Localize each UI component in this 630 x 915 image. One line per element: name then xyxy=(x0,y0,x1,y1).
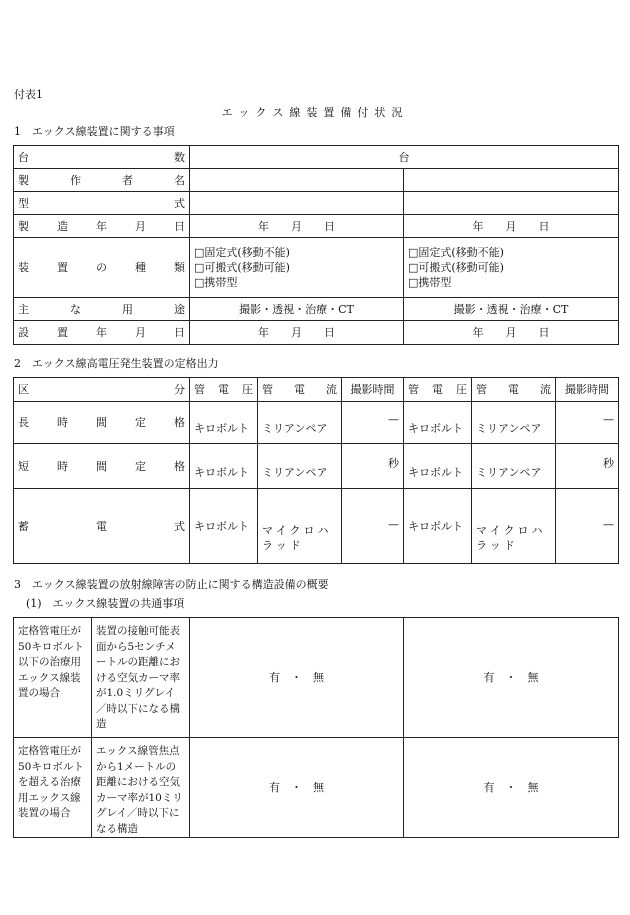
header-category: 区分 xyxy=(14,378,190,402)
section3-table xyxy=(13,617,619,838)
short-current-2: ミリアンペア xyxy=(472,444,556,489)
install-date-2: 年 月 日 xyxy=(404,321,619,345)
section3-heading: 3 エックス線装置の放射線障害の防止に関する構造設備の概要 xyxy=(14,578,329,591)
option-portable: □可搬式(移動可能) xyxy=(408,261,504,274)
requirement-below-50kv: 装置の接触可能表面から5センチメートルの距離における空気カーマ率が1.0ミリグレイ／時以下になる構造 xyxy=(92,618,190,738)
row-capacitor-label: 蓄電式 xyxy=(14,489,190,564)
short-voltage-2: キロボルト xyxy=(404,444,472,489)
header-voltage-1: 管電圧 xyxy=(190,378,258,402)
section3-subheading: (1) エックス線装置の共通事項 xyxy=(26,597,185,610)
label-count: 台数 xyxy=(14,146,190,169)
label-main-use: 主な用途 xyxy=(14,298,190,321)
long-time-1: — xyxy=(342,402,404,444)
option-handheld: □携帯型 xyxy=(408,276,452,289)
header-voltage-2: 管電圧 xyxy=(404,378,472,402)
answer-below-50kv-1: 有 ・ 無 xyxy=(190,618,404,738)
manufacturer-2 xyxy=(404,169,619,192)
requirement-above-50kv: エックス線管焦点から1メートルの距離における空気カーマ率が10ミリグレイ／時以下になる構造 xyxy=(92,738,190,838)
condition-below-50kv: 定格管電圧が50キロボルト以下の治療用エックス線装置の場合 xyxy=(14,618,92,738)
main-use-1: 撮影・透視・治療・CT xyxy=(190,298,404,321)
option-portable: □可搬式(移動可能) xyxy=(194,261,290,274)
row-long-label: 長時間定格 xyxy=(14,402,190,444)
long-time-2: — xyxy=(556,402,619,444)
short-current-1: ミリアンペア xyxy=(258,444,342,489)
count-value: 台 xyxy=(190,146,619,169)
cap-current-2: マイクロハラッド xyxy=(472,489,556,564)
header-current-1: 管電流 xyxy=(258,378,342,402)
manufacturer-1 xyxy=(190,169,404,192)
device-type-1 xyxy=(190,238,404,298)
appendix-label: 付表1 xyxy=(14,88,43,101)
row-short-label: 短時間定格 xyxy=(14,444,190,489)
main-use-2: 撮影・透視・治療・CT xyxy=(404,298,619,321)
cap-time-2: — xyxy=(556,489,619,564)
label-manufacturer: 製作者名 xyxy=(14,169,190,192)
long-voltage-1: キロボルト xyxy=(190,402,258,444)
option-fixed: □固定式(移動不能) xyxy=(408,246,504,259)
model-2 xyxy=(404,192,619,215)
section1-heading: 1 エックス線装置に関する事項 xyxy=(14,125,175,138)
manufacture-date-2: 年 月 日 xyxy=(404,215,619,238)
section1-table xyxy=(13,145,619,345)
condition-above-50kv: 定格管電圧が50キロボルトを超える治療用エックス線装置の場合 xyxy=(14,738,92,838)
page-title: エックス線装置備付状況 xyxy=(221,106,409,119)
section2-heading: 2 エックス線高電圧発生装置の定格出力 xyxy=(14,357,219,370)
answer-above-50kv-2: 有 ・ 無 xyxy=(404,738,619,838)
header-current-2: 管電流 xyxy=(472,378,556,402)
cap-current-1: マイクロハラッド xyxy=(258,489,342,564)
answer-above-50kv-1: 有 ・ 無 xyxy=(190,738,404,838)
section2-table xyxy=(13,377,619,564)
label-manufacture-date: 製造年月日 xyxy=(14,215,190,238)
option-fixed: □固定式(移動不能) xyxy=(194,246,290,259)
header-time-1: 撮影時間 xyxy=(342,378,404,402)
cap-voltage-1: キロボルト xyxy=(190,489,258,564)
long-current-2: ミリアンペア xyxy=(472,402,556,444)
short-voltage-1: キロボルト xyxy=(190,444,258,489)
answer-below-50kv-2: 有 ・ 無 xyxy=(404,618,619,738)
cap-voltage-2: キロボルト xyxy=(404,489,472,564)
model-1 xyxy=(190,192,404,215)
long-voltage-2: キロボルト xyxy=(404,402,472,444)
install-date-1: 年 月 日 xyxy=(190,321,404,345)
short-time-1: 秒 xyxy=(342,444,404,489)
label-install-date: 設置年月日 xyxy=(14,321,190,345)
header-time-2: 撮影時間 xyxy=(556,378,619,402)
label-device-type: 装置の種類 xyxy=(14,238,190,298)
label-model: 型式 xyxy=(14,192,190,215)
device-type-2 xyxy=(404,238,619,298)
short-time-2: 秒 xyxy=(556,444,619,489)
long-current-1: ミリアンペア xyxy=(258,402,342,444)
option-handheld: □携帯型 xyxy=(194,276,238,289)
cap-time-1: — xyxy=(342,489,404,564)
manufacture-date-1: 年 月 日 xyxy=(190,215,404,238)
